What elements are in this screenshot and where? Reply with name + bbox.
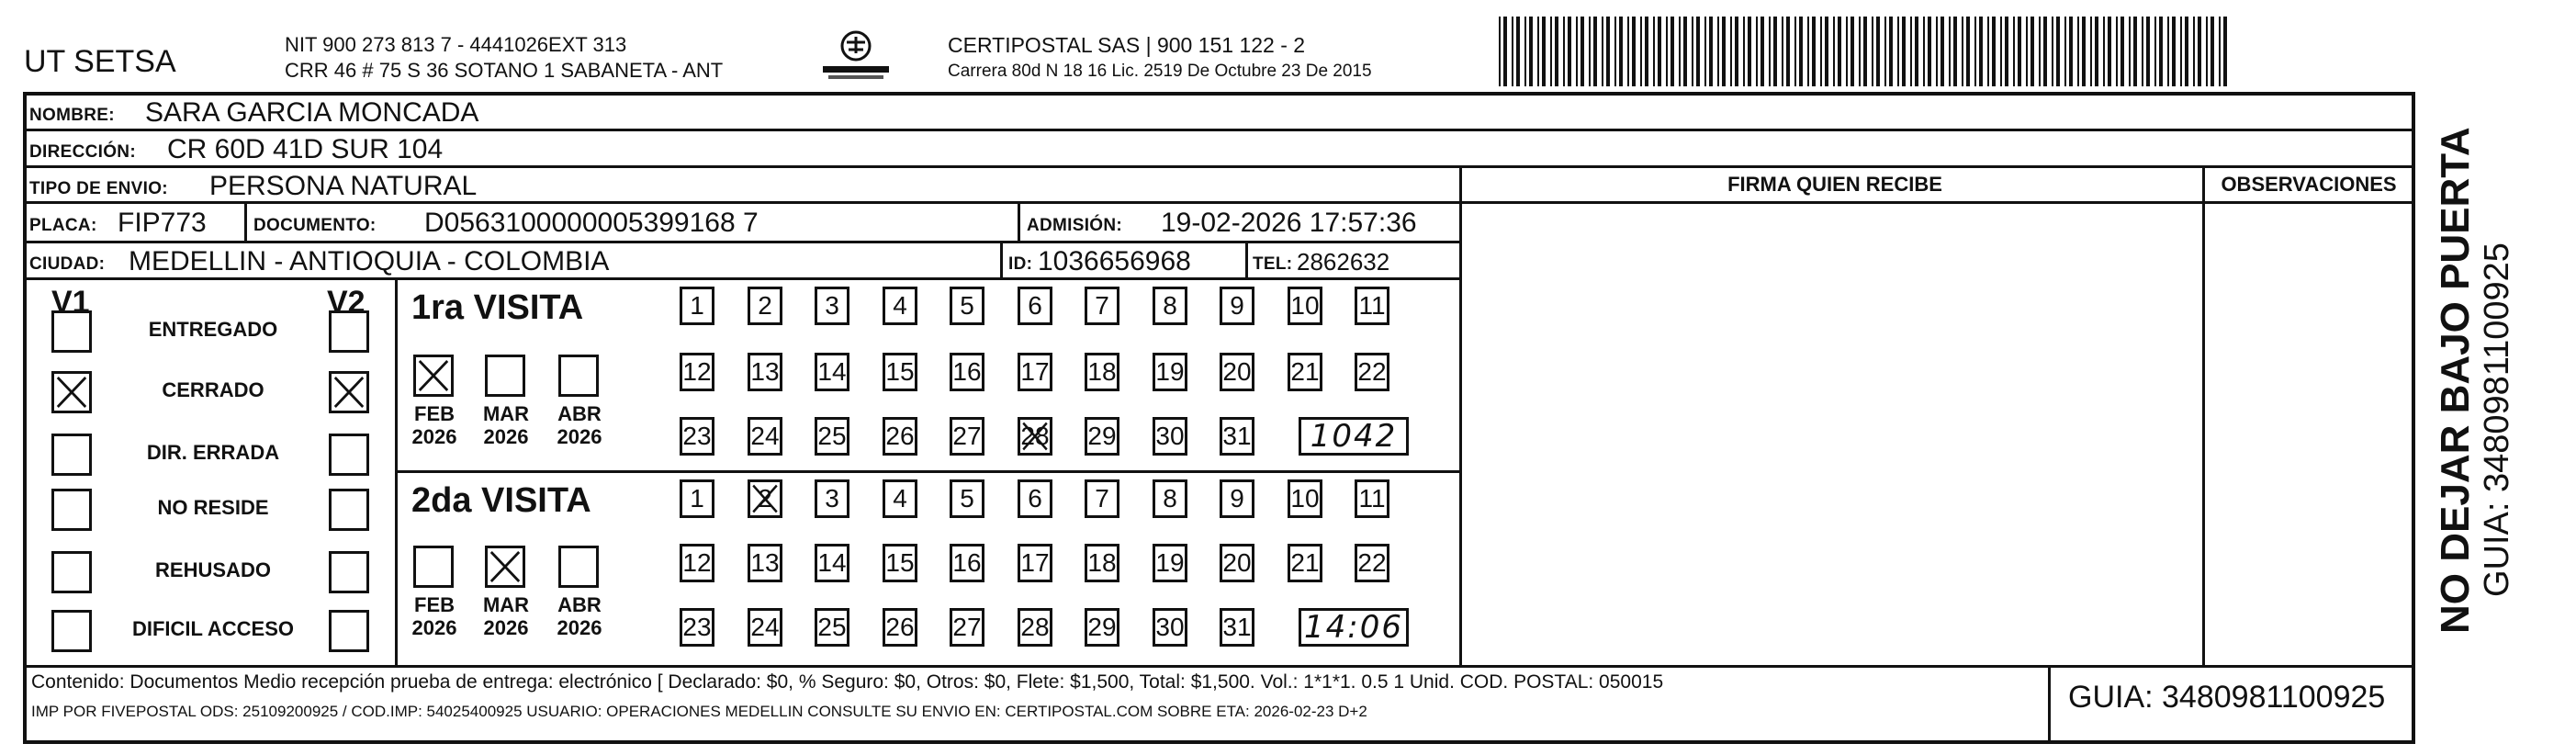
day-cell[interactable]: 23: [680, 608, 714, 647]
placa-value: FIP773: [118, 208, 207, 238]
day-cell[interactable]: 11: [1355, 287, 1389, 325]
day-cell[interactable]: 9: [1220, 287, 1254, 325]
status-label: CERRADO: [162, 378, 264, 401]
day-cell[interactable]: 22: [1355, 544, 1389, 582]
ciudad-label: CIUDAD:: [29, 254, 106, 274]
day-cell[interactable]: 23: [680, 417, 714, 456]
v1-checkbox[interactable]: [51, 310, 92, 353]
day-cell[interactable]: 30: [1153, 608, 1187, 647]
status-label: DIR. ERRADA: [146, 441, 280, 464]
status-label: NO RESIDE: [157, 496, 269, 519]
month-name: FEB: [414, 593, 455, 616]
day-cell[interactable]: 25: [815, 608, 849, 647]
company-name: UT SETSA: [24, 44, 176, 79]
v1-checkbox[interactable]: [51, 434, 92, 476]
day-cell[interactable]: 27: [950, 608, 984, 647]
status-label: DIFICIL ACCESO: [131, 617, 294, 640]
day-cell[interactable]: 16: [950, 544, 984, 582]
month-name: MAR: [482, 593, 530, 616]
day-cell[interactable]: 3: [815, 287, 849, 325]
visit-time-value: 1042: [1310, 418, 1398, 455]
ciudad-value: MEDELLIN - ANTIOQUIA - COLOMBIA: [129, 246, 610, 276]
admision-label: ADMISIÓN:: [1027, 216, 1123, 235]
day-cell[interactable]: 28: [1018, 608, 1052, 647]
company-address: CRR 46 # 75 S 36 SOTANO 1 SABANETA - ANT: [285, 59, 724, 82]
day-cell[interactable]: 13: [748, 544, 782, 582]
v2-checkbox[interactable]: [329, 610, 369, 652]
documento-value: D0563100000005399168 7: [424, 208, 759, 238]
nombre-value: SARA GARCIA MONCADA: [145, 97, 479, 128]
month-name: FEB: [414, 402, 455, 425]
direccion-label: DIRECCIÓN:: [29, 142, 136, 162]
day-cell[interactable]: 10: [1288, 479, 1322, 518]
admision-value: 19-02-2026 17:57:36: [1161, 208, 1417, 238]
footer-guia: GUIA: 3480981100925: [2068, 680, 2386, 715]
certipostal-logo: [808, 28, 904, 85]
side-guia: GUIA: 3480981100925: [2478, 242, 2516, 597]
footer-contenido: Contenido: Documentos Medio recepción prueba de entrega: electrónico [ Declarado: $0, % Seguro: $0, Otros: $0, Flete: $1,500, Total: $1,500. Vol.: 1*1*1. 0.5 1 Unid. COD. POSTAL: 050015: [31, 671, 1664, 693]
day-cell[interactable]: 21: [1288, 544, 1322, 582]
day-cell[interactable]: 31: [1220, 417, 1254, 456]
v1-header: V1: [51, 285, 90, 320]
month-checkbox[interactable]: [485, 355, 525, 397]
day-cell[interactable]: 20: [1220, 353, 1254, 391]
visit-time-value: 14:06: [1304, 609, 1403, 646]
month-label: [402, 402, 467, 449]
day-cell[interactable]: 29: [1085, 608, 1119, 647]
day-cell[interactable]: 26: [883, 417, 917, 456]
v1-checkbox[interactable]: [51, 489, 92, 531]
v2-checkbox[interactable]: [329, 310, 369, 353]
v2-checkbox[interactable]: [329, 489, 369, 531]
day-cell[interactable]: 15: [883, 544, 917, 582]
tel-label: TEL:: [1253, 254, 1293, 274]
month-checkbox[interactable]: [558, 546, 599, 588]
month-name: ABR: [557, 593, 602, 616]
day-cell[interactable]: 16: [950, 353, 984, 391]
v2-header: V2: [327, 285, 366, 320]
visit-time[interactable]: [1299, 608, 1409, 647]
month-label: [547, 593, 612, 640]
day-cell[interactable]: 4: [883, 479, 917, 518]
footer-imp: IMP POR FIVEPOSTAL ODS: 25109200925 / COD.IMP: 54025400925 USUARIO: OPERACIONES MEDELLIN CONSULTE SU ENVIO EN: CERTIPOSTAL.COM SOBRE ETA: 2026-02-23 D+2: [31, 703, 1367, 720]
placa-label: PLACA:: [29, 216, 97, 235]
status-label: ENTREGADO: [148, 318, 278, 341]
day-cell[interactable]: 3: [815, 479, 849, 518]
day-cell[interactable]: 19: [1153, 544, 1187, 582]
day-cell[interactable]: 17: [1018, 544, 1052, 582]
day-cell[interactable]: 19: [1153, 353, 1187, 391]
month-year: 2026: [483, 425, 529, 449]
month-year: 2026: [483, 616, 529, 640]
carrier-name: CERTIPOSTAL SAS | 900 151 122 - 2: [948, 33, 1306, 57]
day-cell[interactable]: 17: [1018, 353, 1052, 391]
id-value: 1036656968: [1038, 246, 1191, 276]
day-cell[interactable]: 15: [883, 353, 917, 391]
firma-header: FIRMA QUIEN RECIBE: [1727, 173, 1942, 196]
day-cell[interactable]: 12: [680, 544, 714, 582]
no-dejar-warning: NO DEJAR BAJO PUERTA: [2433, 127, 2478, 634]
day-cell[interactable]: 14: [815, 353, 849, 391]
day-cell[interactable]: 20: [1220, 544, 1254, 582]
day-cell[interactable]: 8: [1153, 479, 1187, 518]
day-cell[interactable]: 25: [815, 417, 849, 456]
day-cell[interactable]: 28: [1018, 417, 1052, 456]
barcode: [1499, 17, 2233, 86]
status-label: REHUSADO: [155, 558, 271, 581]
day-cell[interactable]: 6: [1018, 479, 1052, 518]
day-cell[interactable]: 14: [815, 544, 849, 582]
id-label: ID:: [1008, 254, 1033, 274]
day-cell[interactable]: 21: [1288, 353, 1322, 391]
day-cell[interactable]: 2: [748, 479, 782, 518]
v2-checkbox[interactable]: [329, 371, 369, 413]
day-cell[interactable]: 27: [950, 417, 984, 456]
month-checkbox[interactable]: [558, 355, 599, 397]
day-cell[interactable]: 10: [1288, 287, 1322, 325]
day-cell[interactable]: 8: [1153, 287, 1187, 325]
month-label: [402, 593, 467, 640]
tipo-envio-value: PERSONA NATURAL: [209, 171, 478, 201]
day-cell[interactable]: 6: [1018, 287, 1052, 325]
tel-value: 2862632: [1297, 248, 1390, 276]
day-cell[interactable]: 1: [680, 479, 714, 518]
v1-checkbox[interactable]: [51, 610, 92, 652]
carrier-address: Carrera 80d N 18 16 Lic. 2519 De Octubre 23 De 2015: [948, 62, 1372, 81]
day-cell[interactable]: 31: [1220, 608, 1254, 647]
day-cell[interactable]: 9: [1220, 479, 1254, 518]
month-year: 2026: [411, 616, 457, 640]
v1-checkbox[interactable]: [51, 551, 92, 593]
day-cell[interactable]: 13: [748, 353, 782, 391]
v2-checkbox[interactable]: [329, 434, 369, 476]
day-cell[interactable]: 7: [1085, 479, 1119, 518]
direccion-value: CR 60D 41D SUR 104: [167, 134, 444, 164]
month-checkbox[interactable]: [413, 355, 454, 397]
month-year: 2026: [557, 616, 602, 640]
day-cell[interactable]: 5: [950, 479, 984, 518]
visit2-title: 2da VISITA: [411, 481, 591, 520]
day-cell[interactable]: 5: [950, 287, 984, 325]
documento-label: DOCUMENTO:: [253, 216, 377, 235]
day-cell[interactable]: 12: [680, 353, 714, 391]
month-name: ABR: [557, 402, 602, 425]
day-cell[interactable]: 18: [1085, 544, 1119, 582]
observaciones-header: OBSERVACIONES: [2221, 173, 2397, 196]
day-cell[interactable]: 30: [1153, 417, 1187, 456]
day-cell[interactable]: 2: [748, 287, 782, 325]
month-checkbox[interactable]: [485, 546, 525, 588]
nombre-label: NOMBRE:: [29, 106, 115, 125]
day-cell[interactable]: 24: [748, 417, 782, 456]
v1-checkbox[interactable]: [51, 371, 92, 413]
day-cell[interactable]: 24: [748, 608, 782, 647]
day-cell[interactable]: 29: [1085, 417, 1119, 456]
month-label: [547, 402, 612, 449]
day-cell[interactable]: 26: [883, 608, 917, 647]
month-year: 2026: [557, 425, 602, 449]
month-label: [474, 593, 538, 640]
v2-checkbox[interactable]: [329, 551, 369, 593]
nit-line: NIT 900 273 813 7 - 4441026EXT 313: [285, 33, 627, 56]
day-cell[interactable]: 18: [1085, 353, 1119, 391]
month-label: [474, 402, 538, 449]
visit1-title: 1ra VISITA: [411, 288, 584, 327]
day-cell[interactable]: 1: [680, 287, 714, 325]
day-cell[interactable]: 4: [883, 287, 917, 325]
day-cell[interactable]: 7: [1085, 287, 1119, 325]
month-checkbox[interactable]: [413, 546, 454, 588]
day-cell[interactable]: 22: [1355, 353, 1389, 391]
visit-time[interactable]: [1299, 417, 1409, 456]
month-name: MAR: [482, 402, 530, 425]
month-year: 2026: [411, 425, 457, 449]
day-cell[interactable]: 11: [1355, 479, 1389, 518]
tipo-envio-label: TIPO DE ENVIO:: [29, 179, 168, 198]
